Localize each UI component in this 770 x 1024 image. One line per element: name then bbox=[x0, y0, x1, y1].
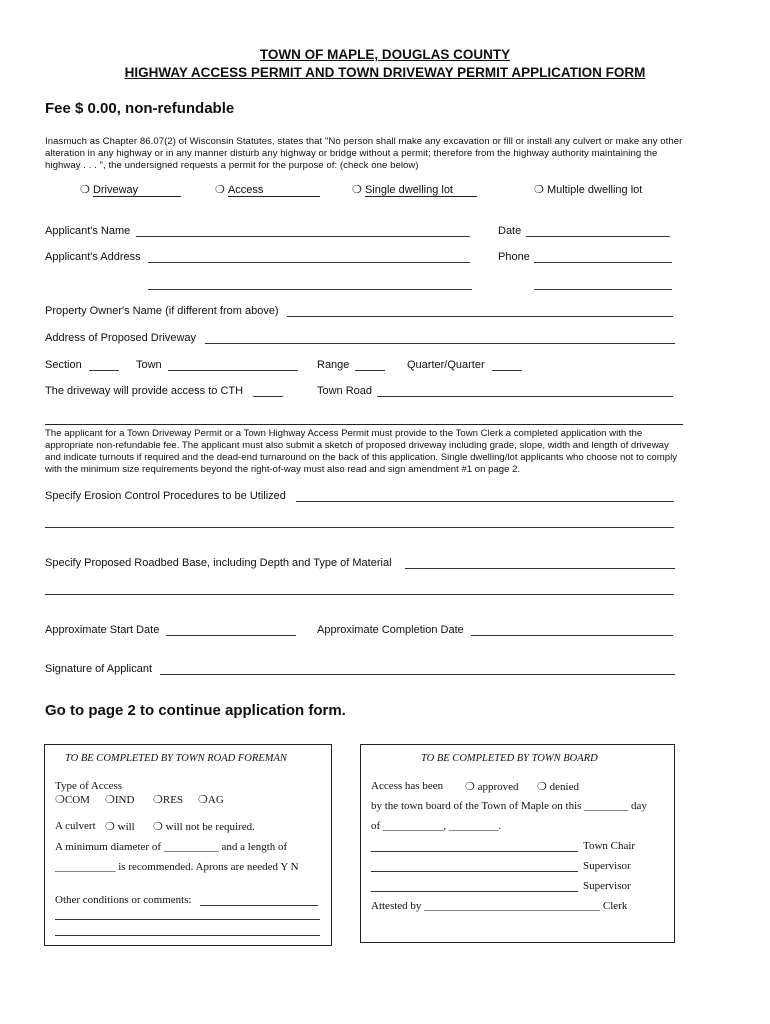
circle-checkbox-icon: ❍ bbox=[153, 794, 163, 806]
foreman-box-heading: TO BE COMPLETED BY TOWN ROAD FOREMAN bbox=[65, 753, 287, 764]
start-date-field[interactable] bbox=[166, 635, 296, 636]
foreman-box bbox=[44, 744, 332, 946]
attested-by-text[interactable]: Attested by ________________________________ Clerk bbox=[371, 900, 628, 912]
label-driveway-address: Address of Proposed Driveway bbox=[45, 332, 197, 344]
label-owner-name: Property Owner's Name (if different from above) bbox=[45, 305, 279, 317]
board-year-text[interactable]: of ___________, _________. bbox=[371, 820, 502, 832]
circle-checkbox-icon: ❍ bbox=[80, 184, 90, 196]
fee-text: Fee $ 0.00, non-refundable bbox=[45, 100, 235, 117]
label-completion-date: Approximate Completion Date bbox=[317, 624, 464, 636]
recommended-text[interactable]: ___________ is recommended. Aprons are needed Y N bbox=[55, 861, 299, 873]
label-range: Range bbox=[317, 359, 350, 371]
label-erosion: Specify Erosion Control Procedures to be Utilized bbox=[45, 490, 286, 502]
roadbed-field-line2[interactable] bbox=[45, 594, 674, 595]
circle-checkbox-icon: ❍ bbox=[153, 821, 163, 833]
erosion-field-line2[interactable] bbox=[45, 527, 674, 528]
access-type-ind[interactable] bbox=[105, 793, 134, 806]
section-field[interactable] bbox=[89, 370, 119, 371]
label-signature: Signature of Applicant bbox=[45, 663, 153, 675]
phone-field-line2[interactable] bbox=[534, 289, 672, 290]
date-field[interactable] bbox=[526, 236, 670, 237]
option-driveway-label: Driveway bbox=[93, 184, 181, 197]
label-town: Town bbox=[136, 359, 162, 371]
circle-checkbox-icon: ❍ bbox=[55, 794, 65, 806]
denied-label: denied bbox=[549, 781, 579, 793]
label-applicant-address: Applicant's Address bbox=[45, 251, 141, 263]
roadbed-field[interactable] bbox=[405, 568, 675, 569]
label-section: Section bbox=[45, 359, 82, 371]
applicant-address-field-line2[interactable] bbox=[148, 289, 472, 290]
other-conditions-line2[interactable] bbox=[55, 919, 320, 920]
board-box bbox=[360, 744, 675, 943]
culvert-will-label: will bbox=[117, 821, 135, 833]
approved-option[interactable] bbox=[465, 780, 519, 793]
cth-field[interactable] bbox=[253, 396, 283, 397]
access-type-ind-label: IND bbox=[114, 794, 135, 806]
option-multiple-dwelling-label: Multiple dwelling lot bbox=[546, 184, 643, 196]
access-type-res-label: RES bbox=[162, 794, 184, 806]
culvert-will-not-option[interactable] bbox=[153, 820, 255, 833]
circle-checkbox-icon: ❍ bbox=[198, 794, 208, 806]
erosion-field[interactable] bbox=[296, 501, 674, 502]
intro-paragraph: Inasmuch as Chapter 86.07(2) of Wisconsin Statutes, states that "No person shall make any excavation or fill or install any culvert or make any other alteration in any highway or in any manner disturb any highway or bridge without a permit; therefore from the highway authority maintaining the highway . . . ", the undersigned requests a permit for the purpose of: (check one below) bbox=[45, 136, 683, 171]
requirements-paragraph: The applicant for a Town Driveway Permit or a Town Highway Access Permit must provide to the Town Clerk a completed application with the appropriate non-refundable fee. The applicant must also submit a sketch of proposed driveway including grade, slope, width and length of driveway and indicate turnouts if required and the dead-end turnaround on the back of this application. Single dwelling/lot applicants who choose not to comply with the minimum size requirements beyond the right-of-way must also read and sign amendment #1 on page 2. bbox=[45, 428, 677, 475]
option-access[interactable] bbox=[215, 183, 320, 197]
supervisor2-signature[interactable] bbox=[371, 891, 578, 892]
access-type-com-label: COM bbox=[64, 794, 90, 806]
section-divider bbox=[45, 424, 683, 425]
option-driveway[interactable] bbox=[80, 183, 181, 197]
access-type-ag-label: AG bbox=[207, 794, 224, 806]
option-single-dwelling[interactable] bbox=[352, 183, 477, 197]
signature-field[interactable] bbox=[160, 674, 675, 675]
circle-checkbox-icon: ❍ bbox=[105, 821, 115, 833]
supervisor1-signature[interactable] bbox=[371, 871, 578, 872]
phone-field[interactable] bbox=[534, 262, 672, 263]
access-has-been-label: Access has been bbox=[371, 780, 444, 792]
label-roadbed: Specify Proposed Roadbed Base, including Depth and Type of Material bbox=[45, 557, 392, 569]
range-field[interactable] bbox=[355, 370, 385, 371]
supervisor2-label: Supervisor bbox=[583, 880, 631, 892]
option-access-label: Access bbox=[228, 184, 320, 197]
circle-checkbox-icon: ❍ bbox=[537, 781, 547, 793]
min-diameter-text[interactable]: A minimum diameter of __________ and a length of bbox=[55, 841, 288, 853]
driveway-address-field[interactable] bbox=[205, 343, 675, 344]
circle-checkbox-icon: ❍ bbox=[352, 184, 362, 196]
circle-checkbox-icon: ❍ bbox=[215, 184, 225, 196]
type-of-access-label: Type of Access bbox=[55, 780, 123, 792]
access-type-ag[interactable] bbox=[198, 793, 224, 806]
label-cth: The driveway will provide access to CTH bbox=[45, 385, 244, 397]
continue-heading: Go to page 2 to continue application form. bbox=[45, 702, 346, 719]
label-start-date: Approximate Start Date bbox=[45, 624, 160, 636]
town-road-field[interactable] bbox=[377, 396, 673, 397]
label-town-road: Town Road bbox=[317, 385, 373, 397]
denied-option[interactable] bbox=[537, 780, 579, 793]
culvert-will-not-label: will not be required. bbox=[165, 821, 255, 833]
label-phone: Phone bbox=[498, 251, 530, 263]
town-chair-label: Town Chair bbox=[583, 840, 636, 852]
owner-name-field[interactable] bbox=[287, 316, 673, 317]
circle-checkbox-icon: ❍ bbox=[105, 794, 115, 806]
culvert-label: A culvert bbox=[55, 820, 96, 832]
form-title-line1: TOWN OF MAPLE, DOUGLAS COUNTY bbox=[259, 47, 511, 62]
supervisor1-label: Supervisor bbox=[583, 860, 631, 872]
label-quarter: Quarter/Quarter bbox=[407, 359, 485, 371]
town-field[interactable] bbox=[168, 370, 298, 371]
quarter-field[interactable] bbox=[492, 370, 522, 371]
other-conditions-field[interactable] bbox=[200, 905, 318, 906]
culvert-will-option[interactable] bbox=[105, 820, 135, 833]
access-type-res[interactable] bbox=[153, 793, 183, 806]
town-chair-signature[interactable] bbox=[371, 851, 578, 852]
approved-label: approved bbox=[477, 781, 519, 793]
other-conditions-label: Other conditions or comments: bbox=[55, 894, 192, 906]
option-multiple-dwelling[interactable] bbox=[534, 183, 642, 196]
access-type-com[interactable] bbox=[55, 793, 90, 806]
circle-checkbox-icon: ❍ bbox=[465, 781, 475, 793]
applicant-name-field[interactable] bbox=[136, 236, 470, 237]
board-box-heading: TO BE COMPLETED BY TOWN BOARD bbox=[421, 753, 598, 764]
form-title-line2: HIGHWAY ACCESS PERMIT AND TOWN DRIVEWAY PERMIT APPLICATION FORM bbox=[124, 65, 646, 80]
circle-checkbox-icon: ❍ bbox=[534, 184, 544, 196]
board-date-text[interactable]: by the town board of the Town of Maple on this ________ day bbox=[371, 800, 647, 812]
applicant-address-field[interactable] bbox=[148, 262, 470, 263]
completion-date-field[interactable] bbox=[471, 635, 673, 636]
label-applicant-name: Applicant's Name bbox=[45, 225, 131, 237]
label-date: Date bbox=[498, 225, 522, 237]
option-single-dwelling-label: Single dwelling lot bbox=[365, 184, 477, 197]
other-conditions-line3[interactable] bbox=[55, 935, 320, 936]
